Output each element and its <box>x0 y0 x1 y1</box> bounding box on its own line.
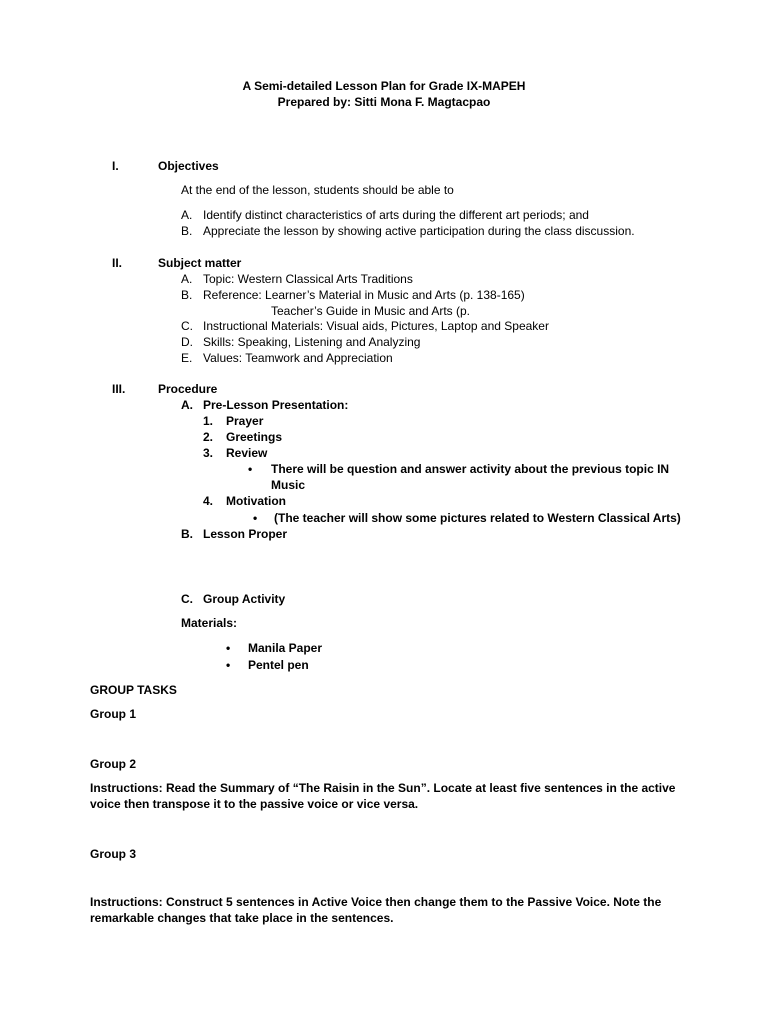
bullet-icon: • <box>248 462 253 476</box>
group-activity-label: Group Activity <box>203 592 286 606</box>
section-numeral: III. <box>112 382 126 396</box>
list-letter: E. <box>181 351 193 365</box>
materials-label: Materials: <box>181 616 238 630</box>
bullet-icon: • <box>253 511 258 525</box>
lesson-proper-label: Lesson Proper <box>203 527 288 541</box>
document-title: A Semi-detailed Lesson Plan for Grade IX-MAPEH <box>242 79 526 93</box>
section-heading: Objectives <box>158 159 219 173</box>
section-heading: Procedure <box>158 382 218 396</box>
list-letter: A. <box>181 398 193 412</box>
objective-item: Appreciate the lesson by showing active participation during the class discussion. <box>203 224 635 238</box>
list-letter: A. <box>181 208 193 222</box>
objective-item: Identify distinct characteristics of arts during the different art periods; and <box>203 208 589 222</box>
prepared-by: Prepared by: Sitti Mona F. Magtacpao <box>277 95 491 109</box>
list-letter: B. <box>181 527 193 541</box>
list-letter: A. <box>181 272 193 286</box>
step-number: 4. <box>203 494 214 508</box>
list-letter: B. <box>181 224 193 238</box>
group-1-label: Group 1 <box>90 707 137 721</box>
review-bullet-text-cont: Music <box>271 478 306 492</box>
subject-item-teachers-guide: Teacher’s Guide in Music and Arts (p. <box>271 304 470 318</box>
review-bullet-text: There will be question and answer activity about the previous topic IN <box>271 462 670 476</box>
objectives-intro: At the end of the lesson, students should be able to <box>181 183 454 197</box>
pre-lesson-label: Pre-Lesson Presentation: <box>203 398 349 412</box>
list-letter: C. <box>181 319 193 333</box>
step-greetings: Greetings <box>226 430 283 444</box>
subject-item-skills: Skills: Speaking, Listening and Analyzing <box>203 335 421 349</box>
list-letter: D. <box>181 335 193 349</box>
section-numeral: I. <box>112 159 119 173</box>
group-3-label: Group 3 <box>90 847 137 861</box>
group-3-instructions: Instructions: Construct 5 sentences in Active Voice then change them to the Passive Voice. Note the remarkable changes that take place in the sentences. <box>90 895 662 925</box>
motivation-bullet-text: (The teacher will show some pictures related to Western Classical Arts) <box>274 511 681 525</box>
bullet-icon: • <box>226 658 231 672</box>
list-letter: C. <box>181 592 193 606</box>
material-item: Manila Paper <box>248 641 323 655</box>
group-2-instructions: Instructions: Read the Summary of “The Raisin in the Sun”. Locate at least five sentences in the active voice then transpose it to the passive voice or vice versa. <box>90 781 676 811</box>
step-review: Review <box>226 446 268 460</box>
section-heading: Subject matter <box>158 256 242 270</box>
step-number: 2. <box>203 430 214 444</box>
material-item: Pentel pen <box>248 658 309 672</box>
step-motivation: Motivation <box>226 494 286 508</box>
group-2-label: Group 2 <box>90 757 137 771</box>
step-number: 1. <box>203 414 214 428</box>
subject-item-values: Values: Teamwork and Appreciation <box>203 351 393 365</box>
subject-item-reference: Reference: Learner’s Material in Music and Arts (p. 138-165) <box>203 288 525 302</box>
group-tasks-heading: GROUP TASKS <box>90 683 177 697</box>
section-numeral: II. <box>112 256 123 270</box>
subject-item-topic: Topic: Western Classical Arts Traditions <box>203 272 413 286</box>
step-prayer: Prayer <box>226 414 264 428</box>
subject-item-materials: Instructional Materials: Visual aids, Pictures, Laptop and Speaker <box>203 319 549 333</box>
bullet-icon: • <box>226 641 231 655</box>
step-number: 3. <box>203 446 214 460</box>
list-letter: B. <box>181 288 193 302</box>
